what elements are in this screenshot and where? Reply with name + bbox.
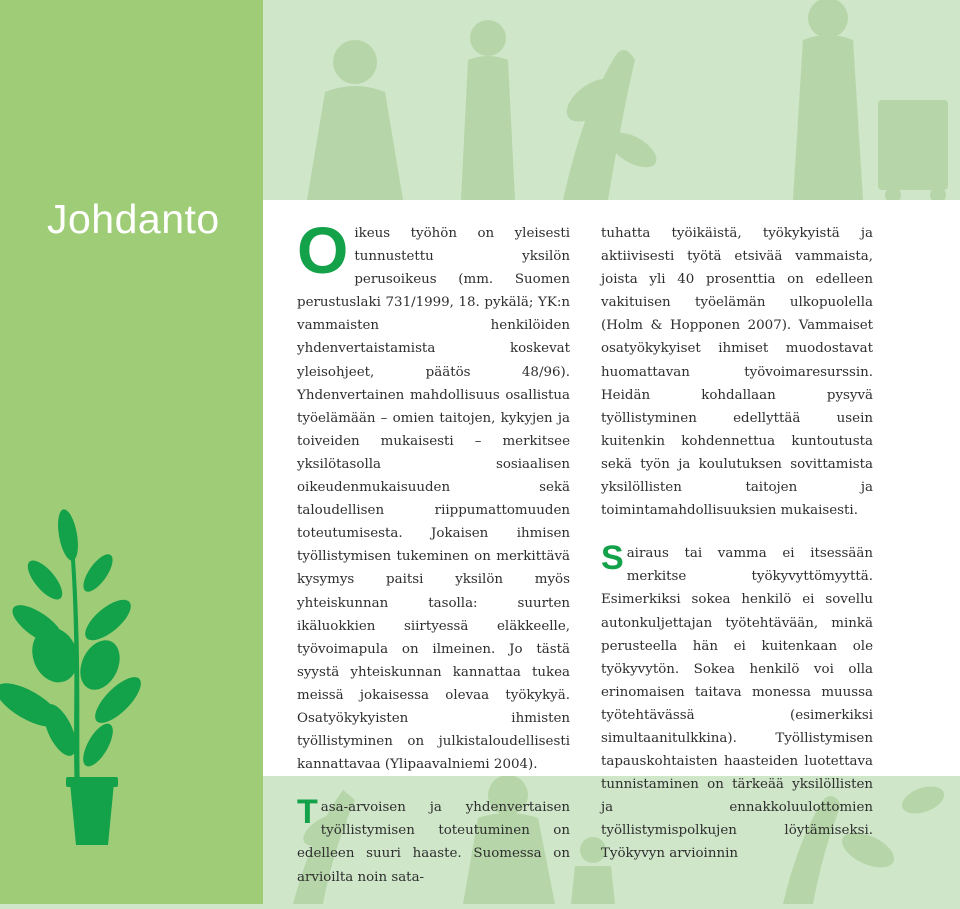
text-column-left <box>297 213 570 909</box>
paragraph-text: tuhatta työikäistä, työkykyistä ja aktiivisesti työtä etsivää vammaista, joista yli 40 prosenttia on edelleen vakituisen työelämän ulkopuolella (Holm & Hopponen 2007). Vammaiset osatyökykyiset ihmiset muodostavat huomattavan työvoimaresurssin. Heidän kohdallaan pysyvä työllistyminen edellyttää usein kuitenkin kohdennettua kuntoutusta sekä työn ja koulutuksen sovittamista yksilöllisten taitojen ja toimintamahdollisuuksien mukaisesti. <box>601 226 873 519</box>
paragraph <box>601 222 873 522</box>
paragraph <box>601 539 873 865</box>
paragraph-text: asa-arvoisen ja yhdenvertaisen työllistymisen toteutuminen on edelleen suuri haaste. Suomessa on arvioilta noin sata- <box>297 800 570 885</box>
plant-icon <box>0 505 150 865</box>
initial-letter: S <box>601 539 624 578</box>
paragraph <box>297 213 570 776</box>
initial-letter: T <box>297 793 318 832</box>
text-column-right <box>601 222 873 886</box>
drop-cap: O <box>297 213 349 287</box>
paragraph <box>297 793 570 888</box>
section-title: Johdanto <box>47 196 220 242</box>
paragraph-text: ikeus työhön on yleisesti tunnustettu yksilön perusoikeus (mm. Suomen perustuslaki 731/1999, 18. pykälä; YK:n vammaisten henkilöiden yhdenvertaistamista koskevat yleisohjeet, päätös 48/96). Yhdenvertainen mahdollisuus osallistua työelämään – omien taitojen, kykyjen ja toiveiden mukaisesti – merkitsee yksilötasolla sosiaalisen oikeudenmukaisuuden sekä taloudellisen riippumattomuuden toteutumisesta. Jokaisen ihmisen työllistymisen tukeminen on merkittävä kysymys paitsi yksilön myös yhteiskunnan tasolla: suurten ikäluokkien siirtyessä eläkkeelle, työvoimapula on ilmeinen. Jo tästä syystä yhteiskunnan kannattaa tukea meissä jokaisessa olevaa työkykyä. Osatyökykyisten ihmisten työllistyminen on julkistaloudellisesti kannattavaa (Ylipaavalniemi 2004). <box>297 226 570 773</box>
paragraph-text: airaus tai vamma ei itsessään merkitse työkyvyttömyyttä. Esimerkiksi sokea henkilö ei sovellu autonkuljettajan työtehtävään, minkä perusteella hän ei kuitenkaan ole työkyvytön. Sokea henkilö voi olla erinomaisen taitava monessa muussa työtehtävässä (esimerkiksi simultaanitulkkina). Työllistymisen tapauskohtaisten haasteiden luotettava tunnistaminen on tärkeää yksilöllisten ja ennakkoluulottomien työllistymispolkujen löytämiseksi. Työkyvyn arvioinnin <box>601 546 873 862</box>
